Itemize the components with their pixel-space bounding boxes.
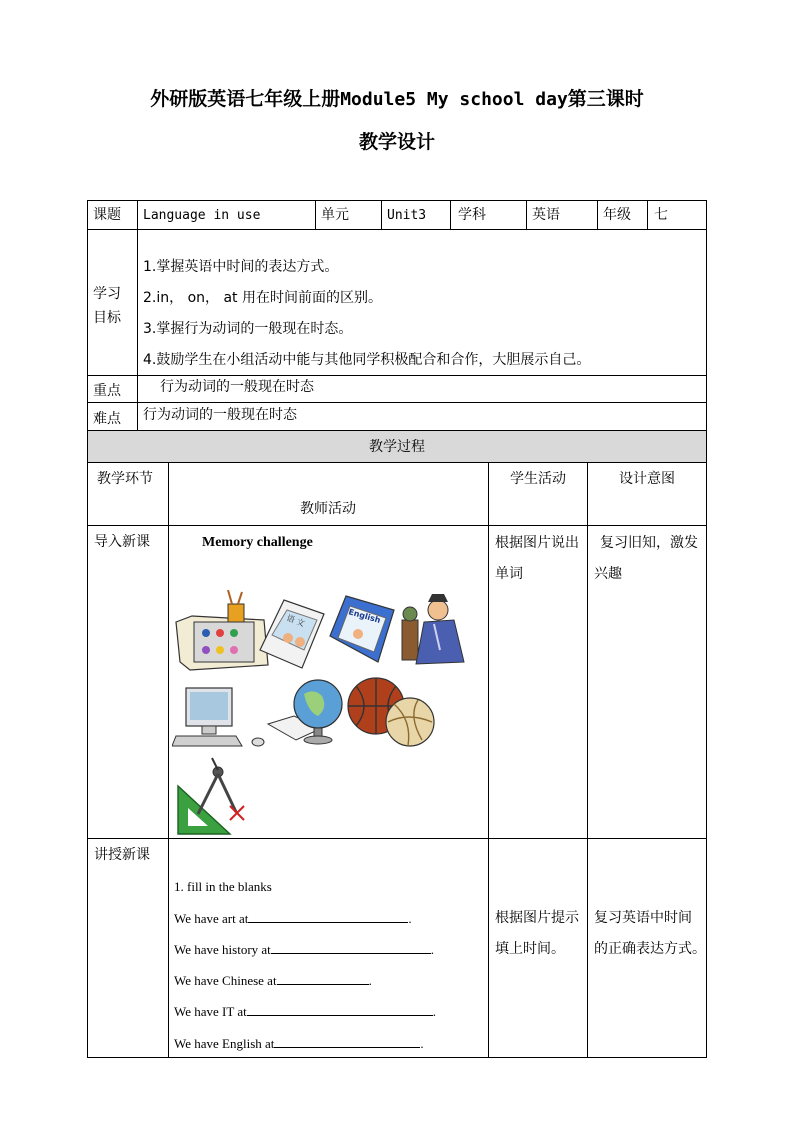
intro-intent-1: 复习旧知，激发 [600, 535, 698, 551]
fill-blank-sentence: We have English at . [174, 1033, 424, 1054]
fill-blank-sentence: We have IT at . [174, 1001, 436, 1022]
process-header: 教学过程 [369, 439, 425, 455]
title-suffix: 第三课时 [567, 88, 644, 110]
answer-blank[interactable] [248, 908, 408, 923]
document-subtitle: 教学设计 [358, 131, 435, 153]
col-student-header: 学生活动 [510, 471, 566, 487]
topic-value: Language in use [143, 208, 261, 223]
subject-value: 英语 [532, 207, 560, 223]
intro-student-2: 单词 [495, 566, 523, 582]
objective-item: 2.in， on， at 用在时间前面的区别。 [143, 290, 382, 306]
grade-value: 七 [654, 207, 668, 223]
answer-blank[interactable] [271, 939, 431, 954]
objectives-label-1: 学习 [93, 286, 121, 302]
memory-challenge-heading: Memory challenge [202, 535, 313, 550]
key-point-value: 行为动词的一般现在时态 [160, 379, 314, 395]
key-point-label: 重点 [93, 383, 121, 399]
art-palette-icon [176, 590, 268, 670]
fill-blank-sentence: We have history at . [174, 939, 434, 960]
col-intent-header: 设计意图 [619, 471, 675, 487]
lesson-intent-2: 的正确表达方式。 [594, 941, 706, 957]
memory-pictures [172, 590, 472, 835]
lesson-intent-1: 复习英语中时间 [594, 910, 692, 926]
fill-blank-sentence: We have Chinese at . [174, 970, 372, 991]
chinese-book-icon [260, 600, 324, 668]
col-teacher-header: 教师活动 [300, 501, 356, 517]
geometry-tools-icon [178, 758, 244, 834]
objective-item: 1.掌握英语中时间的表达方式。 [143, 259, 339, 275]
english-book-icon [330, 596, 394, 662]
grade-label: 年级 [603, 207, 631, 223]
objective-item: 3.掌握行为动词的一般现在时态。 [143, 321, 353, 337]
lesson-student-1: 根据图片提示 [495, 910, 579, 926]
svg-text:English: English [347, 607, 382, 625]
lesson-stage: 讲授新课 [94, 847, 150, 863]
answer-blank[interactable] [277, 970, 369, 985]
intro-intent-2: 兴趣 [594, 566, 622, 582]
fill-blank-sentence: We have art at . [174, 908, 412, 929]
computer-icon [172, 688, 264, 746]
volleyball-icon [386, 698, 434, 746]
unit-value: Unit3 [387, 208, 427, 223]
svg-text:语 文: 语 文 [285, 613, 306, 629]
objective-item: 4.鼓励学生在小组活动中能与其他同学积极配合和合作，大胆展示自己。 [143, 352, 591, 368]
exercise-title: 1. fill in the blanks [174, 879, 272, 894]
answer-blank[interactable] [247, 1001, 433, 1016]
unit-label: 单元 [321, 207, 349, 223]
col-stage-header: 教学环节 [97, 471, 153, 487]
title-english: Module5 My school day [340, 89, 568, 110]
difficult-point-value: 行为动词的一般现在时态 [143, 407, 297, 423]
history-figure-icon [402, 594, 464, 664]
intro-stage: 导入新课 [94, 534, 150, 550]
topic-label: 课题 [93, 207, 121, 223]
answer-blank[interactable] [274, 1033, 420, 1048]
lesson-student-2: 填上时间。 [495, 941, 565, 957]
subject-label: 学科 [458, 207, 486, 223]
title-prefix: 外研版英语七年级上册 [150, 88, 341, 110]
objectives-label-2: 目标 [93, 310, 121, 326]
document-title [0, 84, 794, 111]
intro-student-1: 根据图片说出 [495, 535, 579, 551]
difficult-point-label: 难点 [93, 411, 121, 427]
